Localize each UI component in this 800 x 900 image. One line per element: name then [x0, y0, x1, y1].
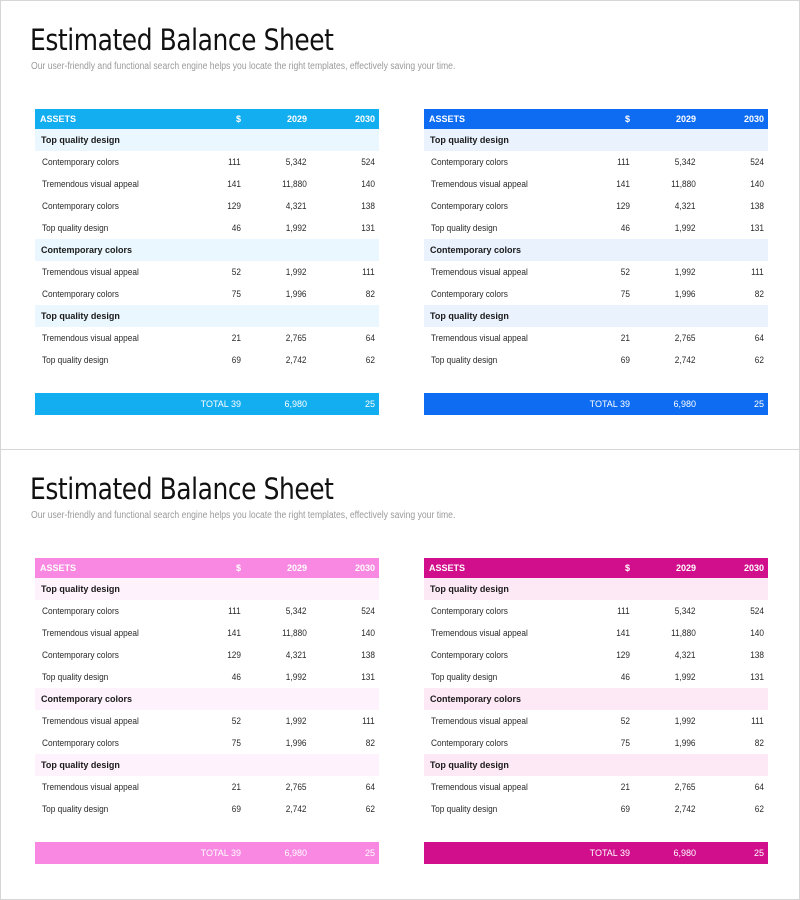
table-row	[424, 217, 768, 239]
section-row	[424, 754, 768, 776]
table-row	[424, 776, 768, 798]
table-row	[424, 173, 768, 195]
cell-2030: 62	[365, 804, 375, 814]
table-row	[35, 710, 379, 732]
cell-2029: 1,992	[286, 223, 307, 233]
total-row	[35, 393, 379, 415]
cell-dollar: 141	[616, 179, 630, 189]
cell-dollar: 21	[620, 333, 630, 343]
cell-2030: 131	[361, 672, 375, 682]
cell-2029: 1,992	[286, 672, 307, 682]
row-label: Tremendous visual appeal	[431, 628, 528, 638]
page-subtitle: Our user-friendly and functional search engine helps you locate the right templates, effectively saving your time.	[31, 510, 456, 521]
cell-2029: 2,742	[286, 804, 307, 814]
cell-dollar: 69	[620, 355, 630, 365]
cell-2029: 1,992	[675, 716, 696, 726]
cell-dollar: 46	[620, 672, 630, 682]
header-dollar: $	[624, 563, 630, 573]
cell-2030: 62	[365, 355, 375, 365]
table-row	[35, 622, 379, 644]
cell-dollar: 52	[231, 716, 241, 726]
header-assets: ASSETS	[40, 114, 77, 124]
cell-dollar: 141	[227, 179, 241, 189]
row-label: Top quality design	[42, 804, 109, 814]
row-label: Contemporary colors	[431, 289, 508, 299]
row-label: Tremendous visual appeal	[42, 782, 139, 792]
cell-dollar: 111	[617, 606, 630, 616]
header-2030: 2030	[743, 563, 764, 573]
row-label: Top quality design	[42, 355, 109, 365]
cell-2029: 2,765	[675, 333, 696, 343]
balance-table	[35, 558, 379, 864]
section-row	[35, 754, 379, 776]
cell-2029: 2,742	[675, 804, 696, 814]
section-row	[35, 688, 379, 710]
cell-2030: 138	[750, 201, 764, 211]
section-row	[35, 129, 379, 151]
table-row	[424, 349, 768, 371]
table-row	[35, 349, 379, 371]
page-title: Estimated Balance Sheet	[30, 23, 334, 57]
cell-2029: 11,880	[282, 179, 307, 189]
table-header-row	[35, 558, 379, 578]
total-2029: 6,980	[284, 848, 307, 858]
cell-2030: 82	[365, 289, 375, 299]
cell-2029: 1,992	[675, 672, 696, 682]
row-label: Top quality design	[431, 672, 498, 682]
cell-dollar: 111	[228, 157, 241, 167]
cell-dollar: 75	[231, 289, 241, 299]
cell-2030: 138	[361, 201, 375, 211]
cell-2030: 82	[365, 738, 375, 748]
section-label: Top quality design	[430, 584, 509, 594]
cell-2029: 1,996	[675, 738, 696, 748]
cell-2030: 111	[362, 716, 375, 726]
row-label: Contemporary colors	[431, 650, 508, 660]
cell-2030: 131	[361, 223, 375, 233]
cell-dollar: 129	[227, 201, 241, 211]
header-2029: 2029	[286, 114, 307, 124]
total-label: TOTAL 39	[200, 848, 241, 858]
balance-table	[424, 558, 768, 864]
total-2030: 25	[364, 399, 375, 409]
total-row	[424, 842, 768, 864]
row-label: Contemporary colors	[42, 606, 119, 616]
cell-2030: 62	[754, 804, 764, 814]
table-row	[424, 622, 768, 644]
row-label: Top quality design	[431, 355, 498, 365]
cell-dollar: 111	[617, 157, 630, 167]
table-row	[35, 283, 379, 305]
cell-2030: 64	[754, 333, 764, 343]
cell-2029: 1,992	[286, 716, 307, 726]
section-label: Contemporary colors	[41, 245, 133, 255]
cell-dollar: 129	[616, 650, 630, 660]
cell-dollar: 52	[620, 267, 630, 277]
cell-2029: 1,992	[675, 223, 696, 233]
cell-dollar: 21	[231, 333, 241, 343]
cell-2030: 524	[750, 606, 764, 616]
table-row	[424, 283, 768, 305]
row-label: Top quality design	[431, 804, 498, 814]
cell-2029: 1,992	[286, 267, 307, 277]
table-row	[424, 195, 768, 217]
header-2029: 2029	[286, 563, 307, 573]
cell-2029: 2,765	[286, 333, 307, 343]
cell-2030: 140	[361, 179, 375, 189]
table-spacer	[35, 371, 379, 393]
total-label: TOTAL 39	[589, 399, 630, 409]
section-label: Top quality design	[430, 135, 509, 145]
cell-2029: 5,342	[675, 606, 696, 616]
row-label: Tremendous visual appeal	[42, 628, 139, 638]
section-row	[424, 578, 768, 600]
total-row	[35, 842, 379, 864]
row-label: Contemporary colors	[431, 606, 508, 616]
cell-2030: 131	[750, 223, 764, 233]
row-label: Contemporary colors	[42, 738, 119, 748]
table-row	[35, 732, 379, 754]
cell-2030: 524	[361, 606, 375, 616]
cell-2030: 64	[365, 782, 375, 792]
section-row	[35, 578, 379, 600]
row-label: Tremendous visual appeal	[42, 179, 139, 189]
row-label: Contemporary colors	[431, 738, 508, 748]
cell-2030: 524	[750, 157, 764, 167]
table-header-row	[424, 558, 768, 578]
section-row	[424, 129, 768, 151]
header-2029: 2029	[675, 563, 696, 573]
table-row	[424, 798, 768, 820]
cell-2030: 111	[751, 716, 764, 726]
cell-2030: 140	[750, 179, 764, 189]
table-header-row	[424, 109, 768, 129]
cell-2029: 4,321	[675, 650, 696, 660]
cell-2029: 1,992	[675, 267, 696, 277]
table-row	[424, 327, 768, 349]
cell-2029: 11,880	[282, 628, 307, 638]
cell-2029: 5,342	[286, 157, 307, 167]
header-2030: 2030	[743, 114, 764, 124]
header-2030: 2030	[354, 563, 375, 573]
table-row	[424, 151, 768, 173]
cell-2030: 524	[361, 157, 375, 167]
header-assets: ASSETS	[429, 114, 466, 124]
cell-dollar: 69	[231, 355, 241, 365]
cell-2029: 1,996	[286, 289, 307, 299]
table-row	[35, 644, 379, 666]
total-2029: 6,980	[673, 399, 696, 409]
table-row	[35, 261, 379, 283]
cell-2029: 1,996	[675, 289, 696, 299]
row-label: Contemporary colors	[431, 201, 508, 211]
cell-2029: 4,321	[286, 201, 307, 211]
cell-2030: 82	[754, 289, 764, 299]
header-assets: ASSETS	[40, 563, 77, 573]
table-row	[35, 600, 379, 622]
row-label: Top quality design	[431, 223, 498, 233]
header-assets: ASSETS	[429, 563, 466, 573]
table-row	[424, 600, 768, 622]
header-dollar: $	[235, 563, 241, 573]
total-row	[424, 393, 768, 415]
cell-dollar: 46	[620, 223, 630, 233]
section-row	[35, 239, 379, 261]
cell-2029: 1,996	[286, 738, 307, 748]
cell-dollar: 46	[231, 223, 241, 233]
total-label: TOTAL 39	[200, 399, 241, 409]
total-2029: 6,980	[673, 848, 696, 858]
page-title: Estimated Balance Sheet	[30, 472, 334, 506]
cell-dollar: 21	[620, 782, 630, 792]
table-spacer	[35, 820, 379, 842]
total-label: TOTAL 39	[589, 848, 630, 858]
cell-dollar: 141	[616, 628, 630, 638]
cell-dollar: 69	[620, 804, 630, 814]
cell-2030: 111	[362, 267, 375, 277]
section-label: Top quality design	[41, 311, 120, 321]
cell-2029: 2,765	[286, 782, 307, 792]
table-row	[35, 217, 379, 239]
row-label: Tremendous visual appeal	[431, 267, 528, 277]
header-2029: 2029	[675, 114, 696, 124]
cell-2030: 138	[750, 650, 764, 660]
total-2029: 6,980	[284, 399, 307, 409]
section-label: Top quality design	[41, 760, 120, 770]
cell-2029: 11,880	[671, 179, 696, 189]
row-label: Tremendous visual appeal	[431, 333, 528, 343]
slide-2	[0, 450, 800, 900]
cell-2029: 2,742	[286, 355, 307, 365]
table-row	[424, 644, 768, 666]
section-label: Contemporary colors	[41, 694, 133, 704]
table-row	[35, 776, 379, 798]
section-row	[35, 305, 379, 327]
section-row	[424, 305, 768, 327]
section-row	[424, 239, 768, 261]
table-header-row	[35, 109, 379, 129]
row-label: Top quality design	[42, 672, 109, 682]
table-row	[35, 173, 379, 195]
cell-dollar: 75	[231, 738, 241, 748]
table-row	[424, 710, 768, 732]
table-row	[35, 151, 379, 173]
table-spacer	[424, 820, 768, 842]
row-label: Tremendous visual appeal	[431, 782, 528, 792]
row-label: Contemporary colors	[42, 157, 119, 167]
cell-2029: 11,880	[671, 628, 696, 638]
section-label: Top quality design	[430, 311, 509, 321]
cell-dollar: 75	[620, 738, 630, 748]
cell-dollar: 21	[231, 782, 241, 792]
cell-2030: 82	[754, 738, 764, 748]
total-2030: 25	[753, 848, 764, 858]
row-label: Contemporary colors	[42, 289, 119, 299]
cell-2030: 62	[754, 355, 764, 365]
section-label: Top quality design	[41, 584, 120, 594]
section-label: Contemporary colors	[430, 245, 522, 255]
row-label: Tremendous visual appeal	[42, 267, 139, 277]
cell-2030: 131	[750, 672, 764, 682]
total-2030: 25	[753, 399, 764, 409]
balance-table	[424, 109, 768, 415]
total-2030: 25	[364, 848, 375, 858]
cell-dollar: 129	[227, 650, 241, 660]
cell-dollar: 69	[231, 804, 241, 814]
cell-2030: 64	[754, 782, 764, 792]
table-spacer	[424, 371, 768, 393]
section-label: Contemporary colors	[430, 694, 522, 704]
page-subtitle: Our user-friendly and functional search engine helps you locate the right templates, effectively saving your time.	[31, 61, 456, 72]
cell-2029: 5,342	[286, 606, 307, 616]
section-label: Top quality design	[41, 135, 120, 145]
row-label: Tremendous visual appeal	[42, 716, 139, 726]
cell-2029: 2,765	[675, 782, 696, 792]
cell-dollar: 129	[616, 201, 630, 211]
cell-dollar: 46	[231, 672, 241, 682]
cell-2030: 140	[361, 628, 375, 638]
cell-dollar: 141	[227, 628, 241, 638]
section-label: Top quality design	[430, 760, 509, 770]
cell-2030: 64	[365, 333, 375, 343]
cell-2029: 2,742	[675, 355, 696, 365]
table-row	[35, 798, 379, 820]
header-dollar: $	[235, 114, 241, 124]
header-2030: 2030	[354, 114, 375, 124]
cell-2029: 4,321	[675, 201, 696, 211]
cell-dollar: 111	[228, 606, 241, 616]
row-label: Contemporary colors	[431, 157, 508, 167]
table-row	[35, 666, 379, 688]
cell-2029: 5,342	[675, 157, 696, 167]
cell-2029: 4,321	[286, 650, 307, 660]
cell-2030: 138	[361, 650, 375, 660]
table-row	[424, 261, 768, 283]
cell-2030: 140	[750, 628, 764, 638]
row-label: Tremendous visual appeal	[431, 179, 528, 189]
table-row	[424, 666, 768, 688]
section-row	[424, 688, 768, 710]
header-dollar: $	[624, 114, 630, 124]
row-label: Contemporary colors	[42, 201, 119, 211]
row-label: Top quality design	[42, 223, 109, 233]
table-row	[35, 327, 379, 349]
table-row	[424, 732, 768, 754]
cell-dollar: 52	[231, 267, 241, 277]
cell-dollar: 75	[620, 289, 630, 299]
cell-2030: 111	[751, 267, 764, 277]
row-label: Tremendous visual appeal	[431, 716, 528, 726]
table-row	[35, 195, 379, 217]
row-label: Tremendous visual appeal	[42, 333, 139, 343]
balance-table	[35, 109, 379, 415]
cell-dollar: 52	[620, 716, 630, 726]
row-label: Contemporary colors	[42, 650, 119, 660]
